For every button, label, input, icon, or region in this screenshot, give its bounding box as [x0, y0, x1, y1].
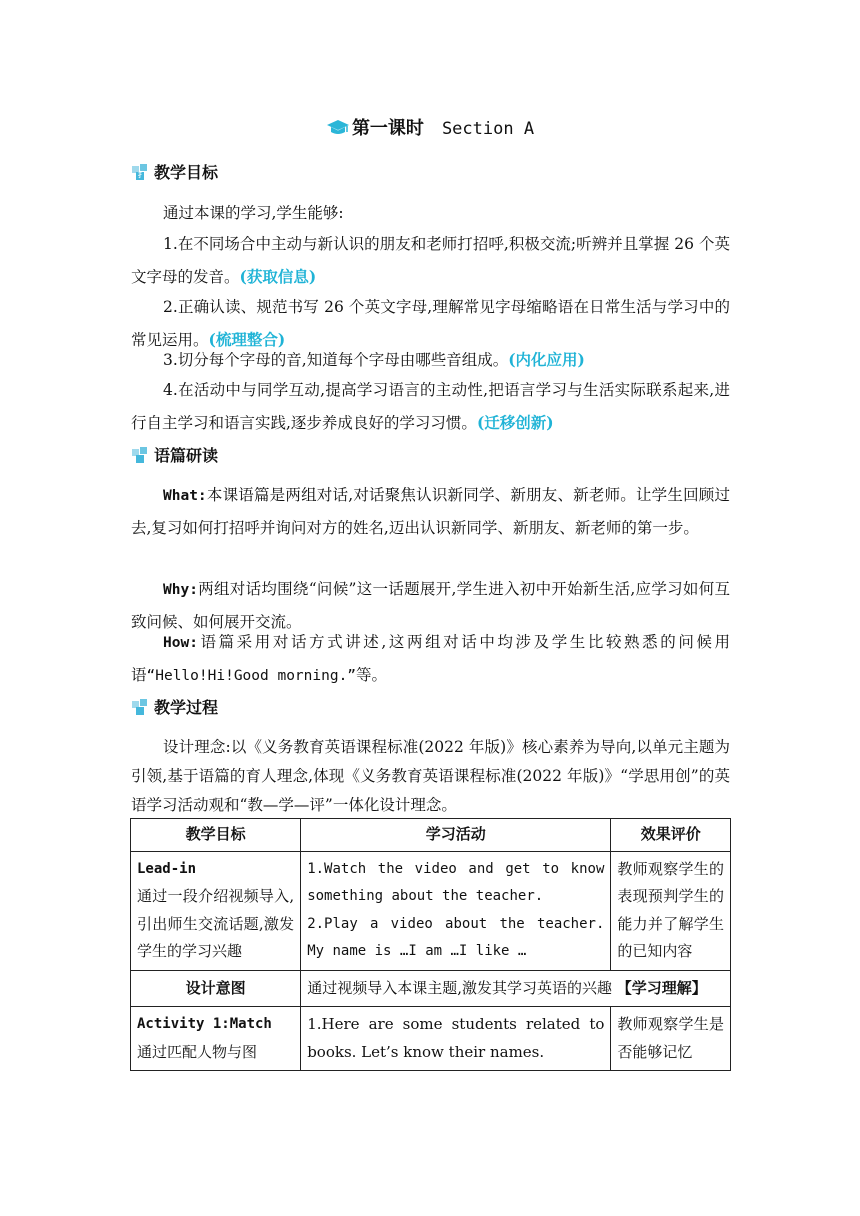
row1-activity-2: 2.Play a video about the teacher. My name is …I am …I like … — [307, 915, 605, 959]
row1-activity-1: 1.Watch the video and get to know something about the teacher. — [307, 860, 605, 904]
process-heading-text: 教学过程 — [154, 698, 219, 717]
puzzle-icon — [131, 163, 153, 181]
goals-heading — [131, 160, 218, 183]
row2-goal — [131, 1007, 301, 1071]
process-heading — [131, 695, 218, 718]
goals-intro: 通过本课的学习,学生能够: — [163, 204, 344, 222]
row2-goal-text: 通过匹配人物与图 — [137, 1042, 258, 1061]
svg-text:扌: 扌 — [138, 170, 145, 179]
goal-item-3-tag: (内化应用) — [508, 350, 585, 369]
row2-evaluation: 教师观察学生是否能够记忆 — [611, 1007, 731, 1071]
goal-item-2-text: 2.正确认读、规范书写 26 个英文字母,理解常见字母缩略语在日常生活与学习中的常见运用。 — [131, 298, 730, 349]
intent-tag: 【学习理解】 — [616, 978, 707, 997]
reading-why-label: Why: — [163, 582, 198, 598]
puzzle-icon — [131, 446, 153, 464]
reading-why-text: 两组对话均围绕“问候”这一话题展开,学生进入初中开始新生活,应学习如何互致问候、如何展开交流。 — [131, 580, 730, 631]
lesson-title — [0, 114, 860, 142]
row1-evaluation: 教师观察学生的表现预判学生的能力并了解学生的已知内容 — [611, 851, 731, 970]
row2-activity: 1.Here are some students related to books. Let’s know their names. — [301, 1007, 611, 1071]
table-row — [131, 1007, 731, 1071]
reading-what-label: What: — [163, 488, 207, 504]
reading-how-text-2: 等。 — [356, 665, 388, 684]
row1-activity — [301, 851, 611, 970]
reading-how-text-1: 语篇采用对话方式讲述,这两组对话中均涉及学生比较熟悉的问候用语 — [131, 633, 730, 684]
table-header-goal: 教学目标 — [131, 819, 301, 852]
reading-heading-text: 语篇研读 — [154, 446, 219, 465]
lesson-plan-table — [130, 818, 731, 1071]
puzzle-icon — [131, 698, 153, 716]
goal-item-4 — [131, 375, 730, 439]
goal-item-4-text: 4.在活动中与同学互动,提高学习语言的主动性,把语言学习与生活实际联系起来,进行自主学习和语言实践,逐步养成良好的学习习惯。 — [131, 381, 730, 432]
table-row — [131, 851, 731, 970]
goal-item-3 — [131, 344, 730, 377]
lesson-title-section: Section A — [441, 119, 535, 139]
intent-content — [301, 970, 731, 1007]
intent-label: 设计意图 — [131, 970, 301, 1007]
goals-heading-text: 教学目标 — [154, 163, 219, 182]
reading-how-quote: “Hello!Hi!Good morning.” — [146, 667, 357, 684]
goal-item-1-tag: (获取信息) — [239, 266, 317, 286]
reading-how-label: How: — [163, 635, 198, 651]
goal-item-1-text: 1.在不同场合中主动与新认识的朋友和老师打招呼,积极交流;听辨并且掌握 26 个英文字母的发音。 — [131, 235, 730, 286]
intent-text: 通过视频导入本课主题,激发其学习英语的兴趣 — [307, 978, 612, 997]
goal-item-2-tag: (梳理整合) — [208, 329, 286, 349]
row1-goal-title: Lead-in — [137, 860, 197, 877]
reading-what-text: 本课语篇是两组对话,对话聚焦认识新同学、新朋友、新老师。让学生回顾过去,复习如何打招呼并询问对方的姓名,迈出认识新同学、新朋友、新老师的第一步。 — [131, 486, 730, 537]
row1-goal — [131, 851, 301, 970]
goal-item-4-tag: (迁移创新) — [476, 412, 554, 432]
graduation-cap-icon — [326, 119, 350, 142]
table-row — [131, 970, 731, 1007]
goal-item-3-text: 3.切分每个字母的音,知道每个字母由哪些音组成。 — [163, 351, 509, 369]
goal-item-1 — [131, 229, 730, 293]
table-header-evaluation: 效果评价 — [611, 819, 731, 852]
process-concept: 设计理念:以《义务教育英语课程标准(2022 年版)》核心素养为导向,以单元主题为引领,基于语篇的育人理念,体现《义务教育英语课程标准(2022 年版)》“学思用创”的英语学习活动观和“教—学—评”一体化设计理念。 — [131, 738, 730, 814]
reading-heading — [131, 443, 218, 466]
table-header-activity: 学习活动 — [301, 819, 611, 852]
row1-goal-text: 通过一段介绍视频导入,引出师生交流话题,激发学生的学习兴趣 — [137, 887, 295, 960]
reading-what — [131, 480, 730, 544]
lesson-title-main: 第一课时 — [351, 118, 424, 139]
table-header-row — [131, 819, 731, 852]
row2-goal-title: Activity 1:Match — [137, 1016, 272, 1032]
reading-how — [131, 627, 730, 692]
